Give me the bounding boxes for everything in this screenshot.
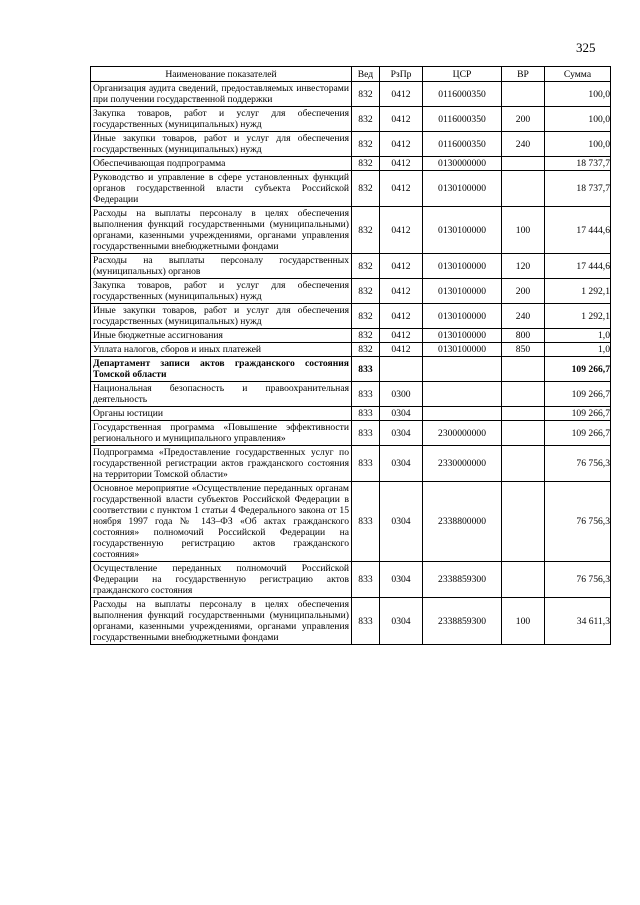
row-csr: 2338859300	[423, 598, 502, 645]
page-number: 325	[576, 40, 596, 55]
row-sum: 109 266,7	[545, 382, 611, 407]
table-row	[91, 132, 611, 157]
row-name: Закупка товаров, работ и услуг для обеспечения государственных (муниципальных) нужд	[91, 107, 352, 132]
row-name: Органы юстиции	[91, 407, 352, 421]
row-ved: 833	[352, 357, 380, 382]
row-vr: 850	[502, 343, 545, 357]
row-rzpr: 0412	[380, 132, 423, 157]
table-row	[91, 562, 611, 598]
row-ved: 832	[352, 171, 380, 207]
row-name: Основное мероприятие «Осуществление переданных органам государственной власти субъектов Российской Федерации в соответствии с пунктом 1 статьи 4 Федерального закона от 15 ноября 1997 года № 143–ФЗ «Об актах гражданского состояния» полномочий Российской Федерации на государственную регистрацию актов гражданского состояния»	[91, 482, 352, 562]
row-ved: 833	[352, 482, 380, 562]
row-rzpr: 0412	[380, 157, 423, 171]
row-sum: 34 611,3	[545, 598, 611, 645]
row-name: Иные бюджетные ассигнования	[91, 329, 352, 343]
row-rzpr: 0304	[380, 598, 423, 645]
row-rzpr: 0304	[380, 482, 423, 562]
row-sum: 1,0	[545, 343, 611, 357]
row-ved: 832	[352, 329, 380, 343]
row-name: Департамент записи актов гражданского состояния Томской области	[91, 357, 352, 382]
row-csr	[423, 407, 502, 421]
row-csr: 0130000000	[423, 157, 502, 171]
row-ved: 832	[352, 207, 380, 254]
row-sum: 1 292,1	[545, 304, 611, 329]
row-vr: 240	[502, 132, 545, 157]
header-csr: ЦСР	[423, 67, 502, 82]
row-ved: 832	[352, 132, 380, 157]
row-name: Расходы на выплаты персоналу государственных (муниципальных) органов	[91, 254, 352, 279]
table-row	[91, 329, 611, 343]
table-row	[91, 254, 611, 279]
row-rzpr: 0412	[380, 82, 423, 107]
row-csr	[423, 357, 502, 382]
row-vr	[502, 382, 545, 407]
row-ved: 833	[352, 446, 380, 482]
header-ved: Вед	[352, 67, 380, 82]
row-ved: 832	[352, 343, 380, 357]
row-name: Руководство и управление в сфере установленных функций органов государственной власти субъекта Российской Федерации	[91, 171, 352, 207]
row-ved: 833	[352, 407, 380, 421]
row-name: Уплата налогов, сборов и иных платежей	[91, 343, 352, 357]
row-rzpr: 0412	[380, 279, 423, 304]
table-row	[91, 357, 611, 382]
row-vr	[502, 562, 545, 598]
row-rzpr: 0304	[380, 446, 423, 482]
row-csr: 2338859300	[423, 562, 502, 598]
table-row	[91, 207, 611, 254]
table-row	[91, 107, 611, 132]
row-sum: 109 266,7	[545, 407, 611, 421]
table-row	[91, 421, 611, 446]
table-row	[91, 304, 611, 329]
row-rzpr: 0412	[380, 304, 423, 329]
row-vr	[502, 157, 545, 171]
row-sum: 100,0	[545, 82, 611, 107]
row-ved: 833	[352, 598, 380, 645]
row-ved: 833	[352, 562, 380, 598]
row-name: Иные закупки товаров, работ и услуг для обеспечения государственных (муниципальных) нужд	[91, 304, 352, 329]
table-row	[91, 407, 611, 421]
table-row	[91, 343, 611, 357]
row-rzpr	[380, 357, 423, 382]
row-ved: 832	[352, 254, 380, 279]
row-sum: 76 756,3	[545, 562, 611, 598]
row-vr: 120	[502, 254, 545, 279]
row-sum: 1,0	[545, 329, 611, 343]
row-ved: 832	[352, 157, 380, 171]
row-csr: 0116000350	[423, 82, 502, 107]
row-csr: 2338800000	[423, 482, 502, 562]
table-row	[91, 82, 611, 107]
row-csr: 0130100000	[423, 279, 502, 304]
row-vr	[502, 482, 545, 562]
row-sum: 100,0	[545, 132, 611, 157]
table-row	[91, 482, 611, 562]
row-csr: 0116000350	[423, 132, 502, 157]
row-name: Закупка товаров, работ и услуг для обеспечения государственных (муниципальных) нужд	[91, 279, 352, 304]
row-name: Государственная программа «Повышение эффективности регионального и муниципального управления»	[91, 421, 352, 446]
row-vr	[502, 421, 545, 446]
row-rzpr: 0412	[380, 329, 423, 343]
row-csr	[423, 382, 502, 407]
row-sum: 18 737,7	[545, 171, 611, 207]
row-vr	[502, 446, 545, 482]
row-sum: 76 756,3	[545, 482, 611, 562]
row-csr: 2330000000	[423, 446, 502, 482]
table-row	[91, 446, 611, 482]
header-name: Наименование показателей	[91, 67, 352, 82]
row-csr: 0130100000	[423, 207, 502, 254]
row-name: Подпрограмма «Предоставление государственных услуг по государственной регистрации актов гражданского состояния на территории Томской области»	[91, 446, 352, 482]
header-sum: Сумма	[545, 67, 611, 82]
row-vr: 800	[502, 329, 545, 343]
header-rzpr: РзПр	[380, 67, 423, 82]
row-sum: 18 737,7	[545, 157, 611, 171]
row-csr: 0116000350	[423, 107, 502, 132]
row-name: Расходы на выплаты персоналу в целях обеспечения выполнения функций государственными (муниципальными) органами, казенными учреждениями, органами управления государственными внебюджетными фондами	[91, 598, 352, 645]
row-ved: 832	[352, 82, 380, 107]
row-rzpr: 0412	[380, 171, 423, 207]
row-ved: 832	[352, 107, 380, 132]
budget-table	[90, 66, 611, 645]
row-ved: 832	[352, 304, 380, 329]
row-vr: 100	[502, 598, 545, 645]
row-vr: 100	[502, 207, 545, 254]
row-sum: 17 444,6	[545, 207, 611, 254]
row-rzpr: 0412	[380, 207, 423, 254]
row-ved: 833	[352, 421, 380, 446]
row-rzpr: 0304	[380, 407, 423, 421]
table-row	[91, 171, 611, 207]
table-row	[91, 382, 611, 407]
row-vr: 240	[502, 304, 545, 329]
table-row	[91, 157, 611, 171]
table-body	[91, 82, 611, 645]
row-rzpr: 0304	[380, 421, 423, 446]
row-rzpr: 0300	[380, 382, 423, 407]
row-name: Национальная безопасность и правоохранительная деятельность	[91, 382, 352, 407]
row-sum: 109 266,7	[545, 357, 611, 382]
row-sum: 109 266,7	[545, 421, 611, 446]
row-csr: 0130100000	[423, 254, 502, 279]
row-csr: 0130100000	[423, 343, 502, 357]
header-vr: ВР	[502, 67, 545, 82]
row-rzpr: 0412	[380, 254, 423, 279]
row-sum: 17 444,6	[545, 254, 611, 279]
row-vr	[502, 357, 545, 382]
row-rzpr: 0304	[380, 562, 423, 598]
row-vr	[502, 171, 545, 207]
row-vr	[502, 82, 545, 107]
table-header-row	[91, 67, 611, 82]
row-ved: 832	[352, 279, 380, 304]
row-name: Организация аудита сведений, предоставляемых инвесторами при получении государственной поддержки	[91, 82, 352, 107]
row-vr	[502, 407, 545, 421]
row-sum: 1 292,1	[545, 279, 611, 304]
row-sum: 76 756,3	[545, 446, 611, 482]
row-name: Иные закупки товаров, работ и услуг для обеспечения государственных (муниципальных) нужд	[91, 132, 352, 157]
row-name: Обеспечивающая подпрограмма	[91, 157, 352, 171]
row-vr: 200	[502, 107, 545, 132]
row-csr: 0130100000	[423, 304, 502, 329]
row-ved: 833	[352, 382, 380, 407]
row-rzpr: 0412	[380, 343, 423, 357]
row-csr: 0130100000	[423, 329, 502, 343]
table-row	[91, 279, 611, 304]
row-sum: 100,0	[545, 107, 611, 132]
row-name: Осуществление переданных полномочий Российской Федерации на государственную регистрацию актов гражданского состояния	[91, 562, 352, 598]
row-rzpr: 0412	[380, 107, 423, 132]
row-name: Расходы на выплаты персоналу в целях обеспечения выполнения функций государственными (муниципальными) органами, казенными учреждениями, органами управления государственными внебюджетными фондами	[91, 207, 352, 254]
row-csr: 2300000000	[423, 421, 502, 446]
table-row	[91, 598, 611, 645]
row-csr: 0130100000	[423, 171, 502, 207]
row-vr: 200	[502, 279, 545, 304]
